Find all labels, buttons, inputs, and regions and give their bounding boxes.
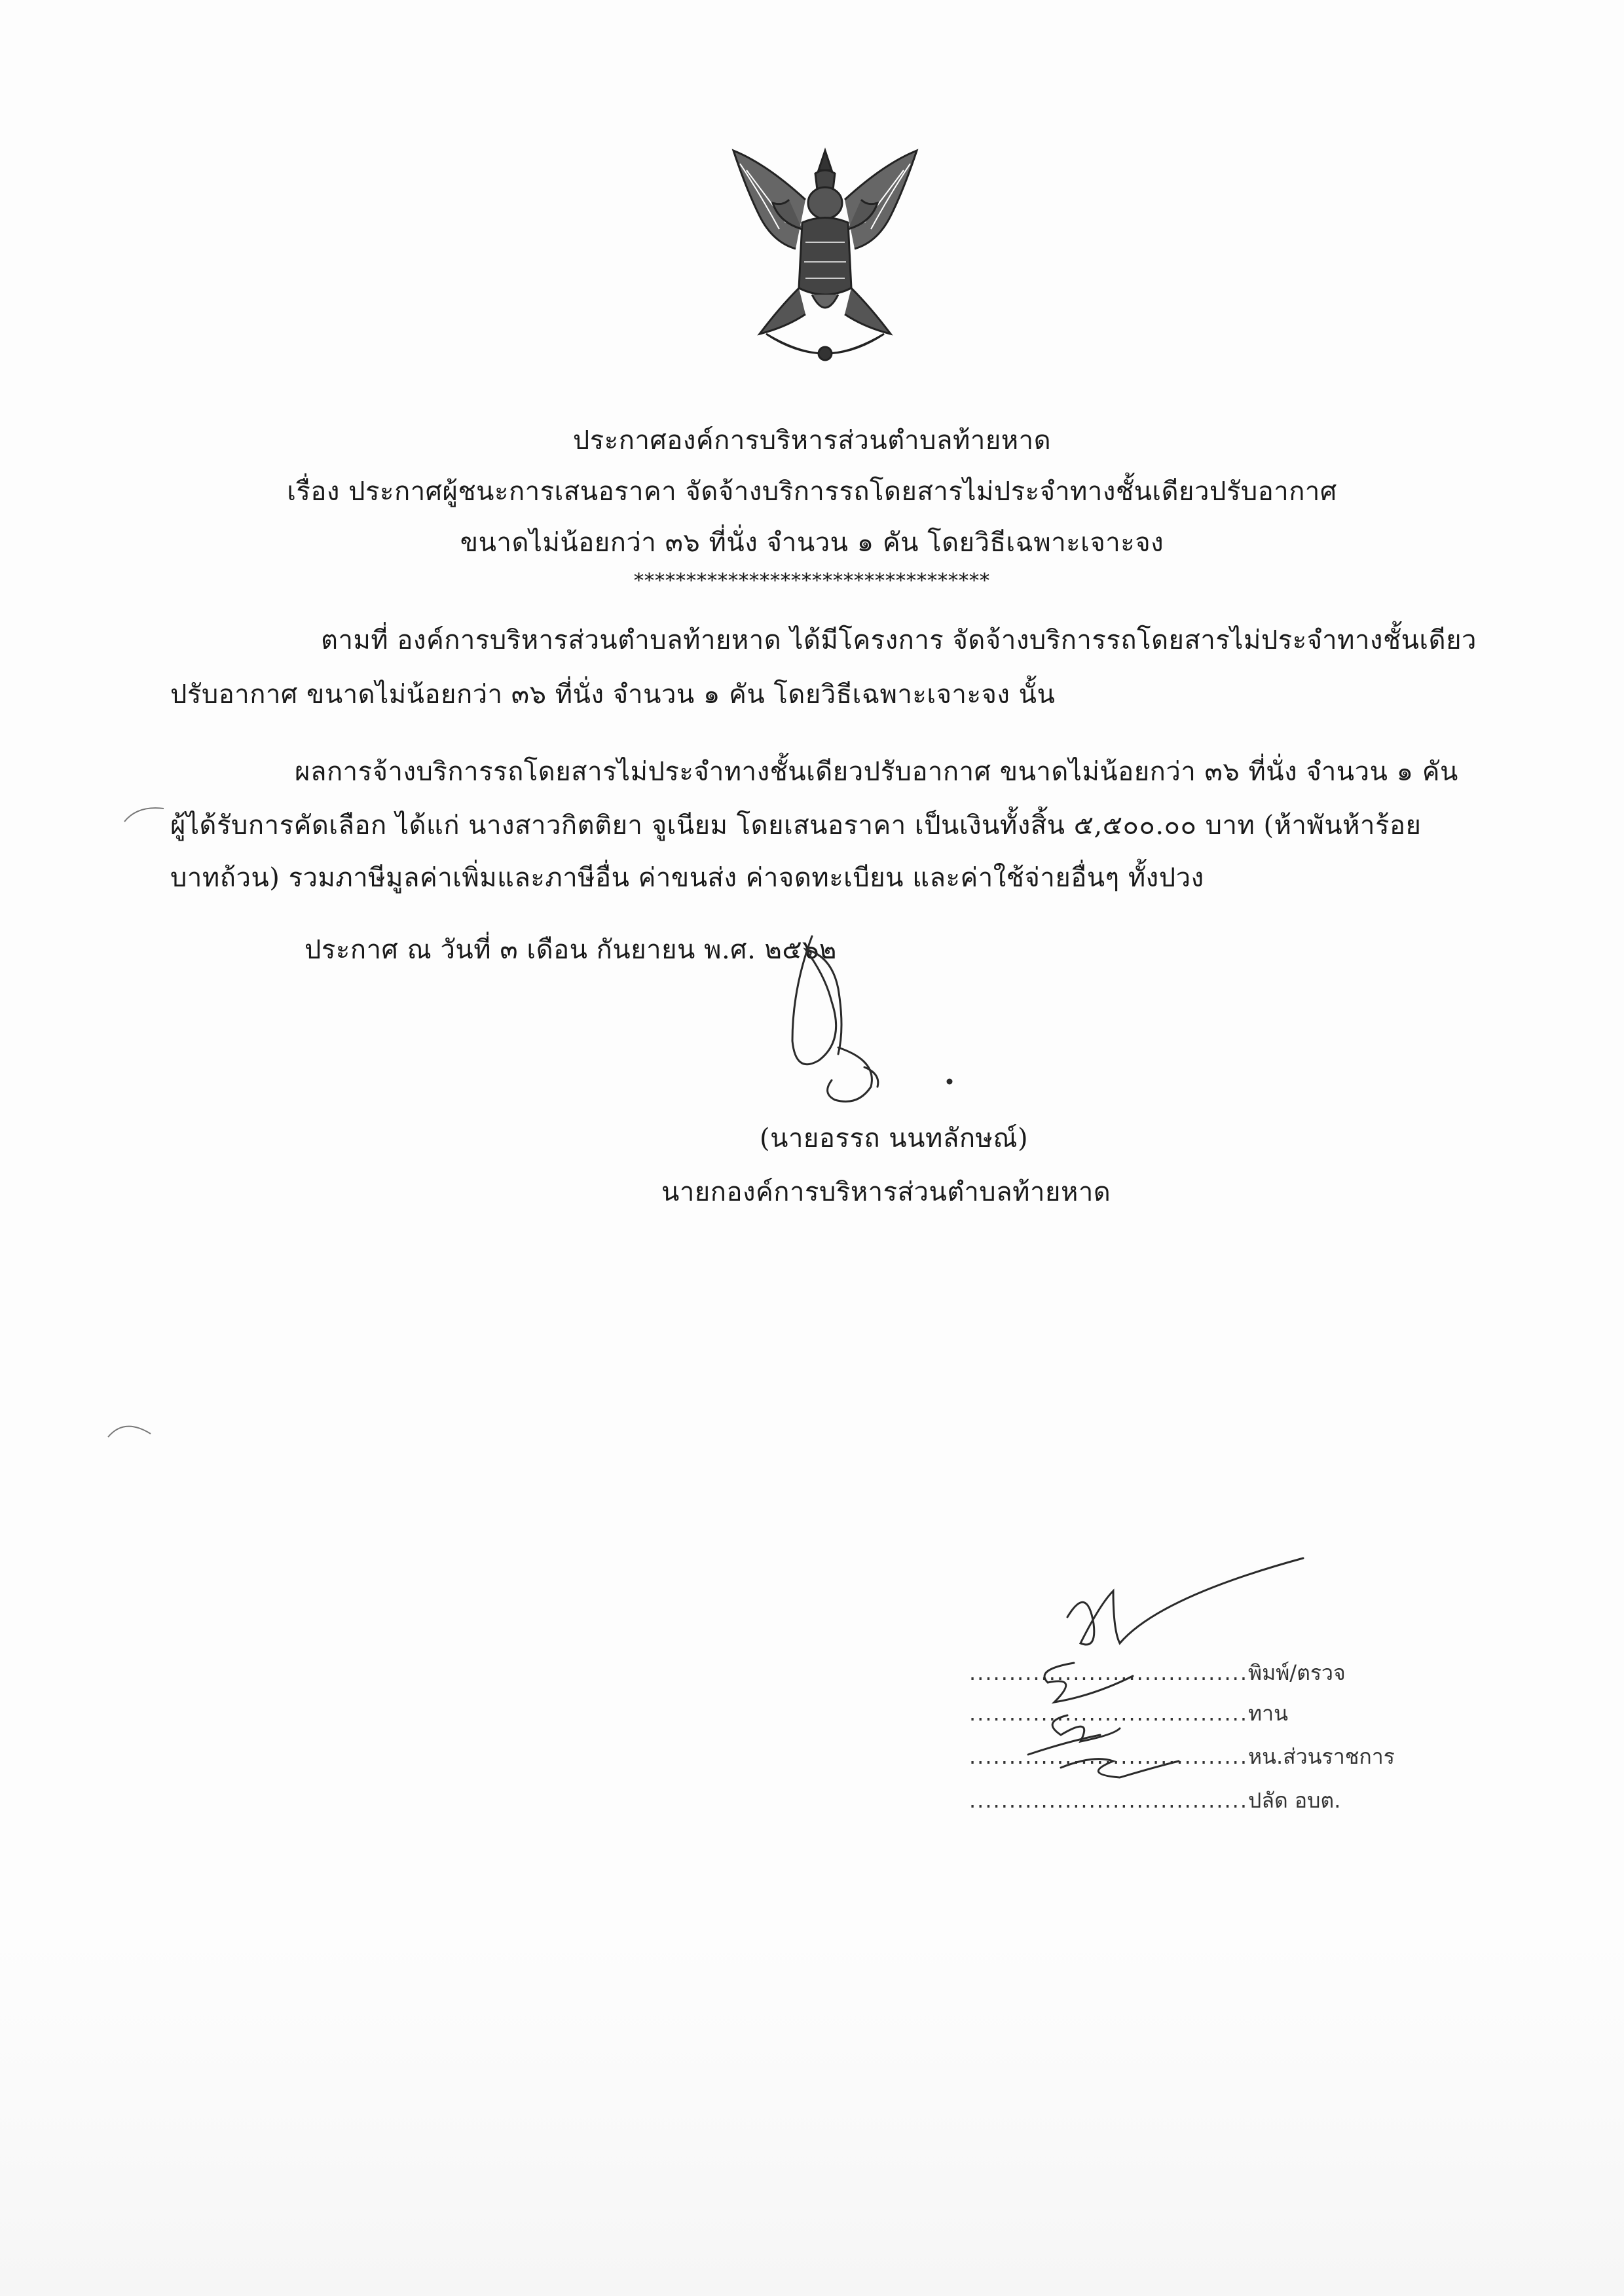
paragraph-2-line-2: ผู้ได้รับการคัดเลือก ได้แก่ นางสาวกิตติยา จูเนียม โดยเสนอราคา เป็นเงินทั้งสิ้น ๕,๕๐๐.๐๐ บาท (ห้าพันห้าร้อย (170, 811, 1422, 841)
initial-label: ปลัด อบต. (1248, 1788, 1341, 1813)
subject-line: เรื่อง ประกาศผู้ชนะการเสนอราคา จัดจ้างบริการรถโดยสารไม่ประจำทางชั้นเดียวปรับอากาศ (287, 477, 1337, 507)
initial-dots: ................................... (969, 1701, 1249, 1726)
paragraph-2-line-3: บาทถ้วน) รวมภาษีมูลค่าเพิ่มและภาษีอื่น ค่าขนส่ง ค่าจดทะเบียน และค่าใช้จ่ายอื่นๆ ทั้งปวง (170, 863, 1204, 893)
paragraph-1-line-1: ตามที่ องค์การบริหารส่วนตำบลท้ายหาด ได้มีโครงการ จัดจ้างบริการรถโดยสารไม่ประจำทางชั้นเดียว (321, 625, 1477, 655)
scan-shading (0, 1938, 1624, 2296)
punch-mark (121, 802, 167, 828)
initial-label: หน.ส่วนราชการ (1248, 1744, 1395, 1769)
paragraph-1-line-2: ปรับอากาศ ขนาดไม่น้อยกว่า ๓๖ ที่นั่ง จำนวน ๑ คัน โดยวิธีเฉพาะเจาะจง นั้น (170, 680, 1056, 710)
initial-dots: ................................... (969, 1660, 1249, 1685)
garuda-emblem-icon (720, 137, 930, 380)
subject-line-2: ขนาดไม่น้อยกว่า ๓๖ ที่นั่ง จำนวน ๑ คัน โดยวิธีเฉพาะเจาะจง (460, 528, 1164, 558)
signatory-title: นายกองค์การบริหารส่วนตำบลท้ายหาด (661, 1177, 1111, 1207)
initial-dots: ................................... (969, 1788, 1249, 1813)
initial-label: พิมพ์/ตรวจ (1248, 1660, 1346, 1685)
handwritten-signature (766, 910, 976, 1126)
paragraph-2-line-1: ผลการจ้างบริการรถโดยสารไม่ประจำทางชั้นเดียวปรับอากาศ ขนาดไม่น้อยกว่า ๓๖ ที่นั่ง จำนวน ๑ คัน (295, 757, 1458, 787)
punch-mark (105, 1414, 157, 1447)
initial-dots: ................................... (969, 1744, 1249, 1769)
signatory-name: (นายอรรถ นนทลักษณ์) (760, 1123, 1029, 1154)
separator-line: ********************************** (634, 570, 990, 592)
handwritten-initials (963, 1545, 1329, 1820)
announcement-date: ประกาศ ณ วันที่ ๓ เดือน กันยายน พ.ศ. ๒๕๖๒ (304, 935, 837, 965)
initial-label: ทาน (1248, 1701, 1288, 1726)
announcement-heading: ประกาศองค์การบริหารส่วนตำบลท้ายหาด (572, 426, 1052, 456)
